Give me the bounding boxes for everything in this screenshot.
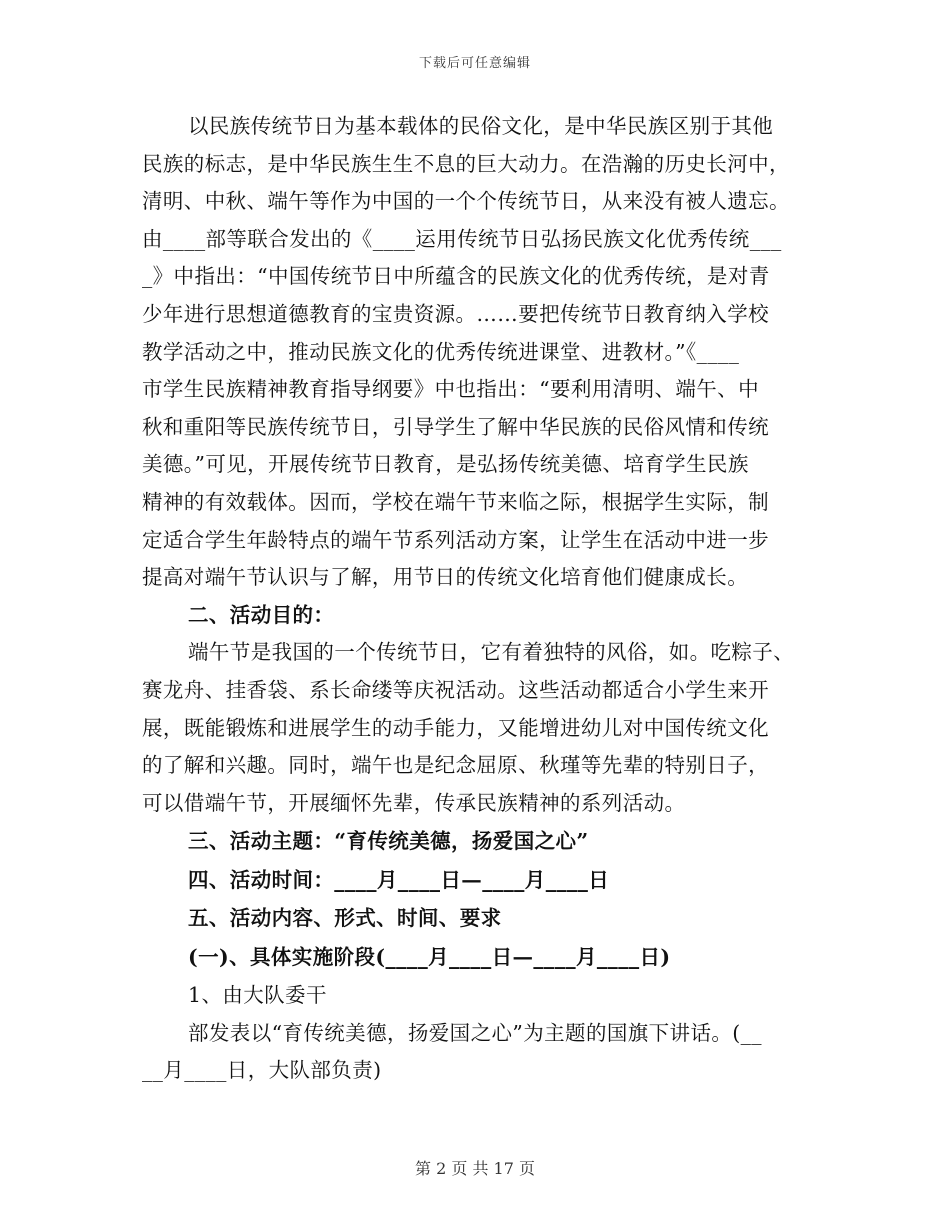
paragraph-line: 民族的标志，是中华民族生生不息的巨大动力。在浩瀚的历史长河中， (142, 151, 790, 176)
intro-paragraph (142, 108, 812, 597)
section-heading-time: 四、活动时间：____月____日—____月____日 (188, 867, 610, 892)
paragraph-line: 精神的有效载体。因而，学校在端午节来临之际，根据学生实际，制 (142, 489, 769, 514)
paragraph-line: 展，既能锻炼和进展学生的动手能力，又能增进幼儿对中国传统文化 (142, 715, 769, 740)
page-footer: 第 2 页 共 17 页 (415, 1159, 535, 1178)
paragraph-line: 少年进行思想道德教育的宝贵资源。……要把传统节日教育纳入学校 (142, 301, 769, 326)
paragraph-line: 端午节是我国的一个传统节日，它有着独特的风俗，如。吃粽子、 (188, 640, 795, 665)
subsection-heading-stage: (一)、具体实施阶段(____月____日—____月____日) (188, 944, 671, 969)
item-title: 1、由大队委干 (188, 983, 327, 1008)
paragraph-line: 秋和重阳等民族传统节日，引导学生了解中华民族的民俗风情和传统 (142, 414, 769, 439)
paragraph-line: 定适合学生年龄特点的端午节系列活动方案，让学生在活动中进一步 (142, 527, 769, 552)
section-heading-theme: 三、活动主题：“育传统美德，扬爱国之心” (188, 829, 589, 854)
paragraph-line: 由____部等联合发出的《____运用传统节日弘扬民族文化优秀传统___ (142, 226, 782, 251)
paragraph-line: 部发表以“育传统美德，扬爱国之心”为主题的国旗下讲话。(__ (188, 1020, 762, 1045)
item-paragraph (142, 1015, 812, 1090)
paragraph-line: 清明、中秋、端午等作为中国的一个个传统节日，从来没有被人遗忘。 (142, 189, 790, 214)
document-body (142, 108, 812, 1090)
purpose-paragraph (142, 634, 812, 822)
section-heading-purpose: 二、活动目的： (188, 602, 335, 627)
page-header: 下载后可任意编辑 (418, 56, 531, 71)
paragraph-line: 以民族传统节日为基本载体的民俗文化，是中华民族区别于其他 (188, 114, 774, 138)
paragraph-line: 可以借端午节，开展缅怀先辈，传承民族精神的系列活动。 (142, 790, 686, 815)
paragraph-line: 美德。”可见，开展传统节日教育，是弘扬传统美德、培育学生民族 (142, 452, 749, 477)
paragraph-line: 市学生民族精神教育指导纲要》中也指出：“要利用清明、端午、中 (142, 377, 759, 402)
paragraph-line: 的了解和兴趣。同时，端午也是纪念屈原、秋瑾等先辈的特别日子， (142, 753, 769, 778)
paragraph-line: 提高对端午节认识与了解，用节日的传统文化培育他们健康成长。 (142, 565, 749, 590)
paragraph-line: _》中指出：“中国传统节日中所蕴含的民族文化的优秀传统，是对青 (142, 264, 770, 289)
paragraph-line: __月____日，大队部负责) (142, 1058, 382, 1083)
paragraph-line: 赛龙舟、挂香袋、系长命缕等庆祝活动。这些活动都适合小学生来开 (142, 677, 769, 702)
section-heading-content: 五、活动内容、形式、时间、要求 (188, 906, 502, 931)
paragraph-line: 教学活动之中，推动民族文化的优秀传统进课堂、进教材。”《____ (142, 339, 740, 364)
